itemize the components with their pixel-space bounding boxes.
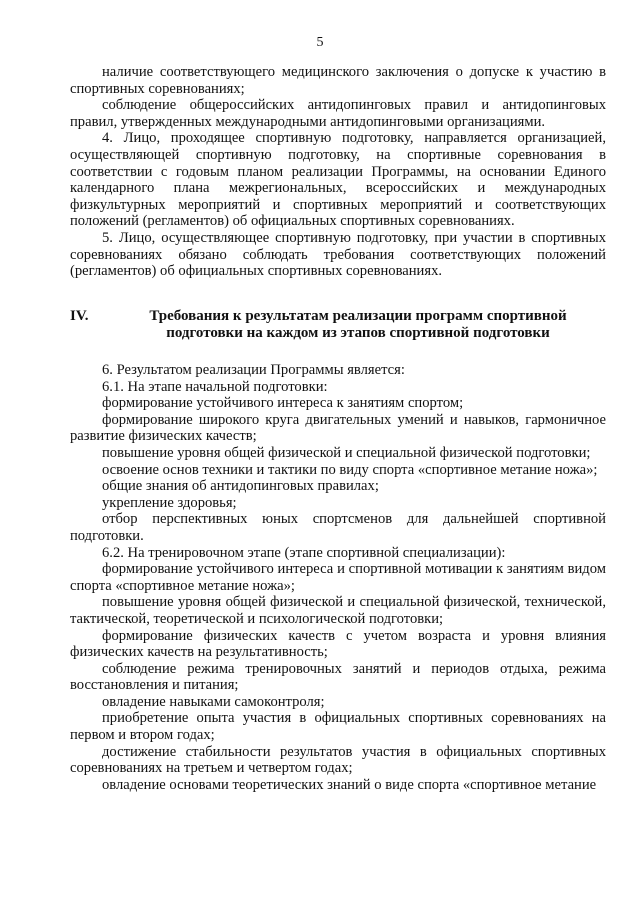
- body-block-2: [70, 362, 606, 793]
- paragraph: общие знания об антидопинговых правилах;: [102, 478, 379, 495]
- paragraph: 6. Результатом реализации Программы является:: [102, 362, 405, 378]
- paragraph: 4. Лицо, проходящее спортивную подготовку, направляется организацией, осуществляющей спортивную подготовку, на спортивные соревнования в соответствии с годовым планом реализации Программы, на основании Единого календарного плана межрегиональных, всероссийских и международных физкультурных мероприятий и спортивных мероприятий и соответствующих положений (регламентов) об официальных спортивных соревнованиях.: [70, 130, 606, 230]
- paragraph: 6.2. На тренировочном этапе (этапе спортивной специализации):: [102, 544, 506, 561]
- section-heading: [70, 308, 606, 342]
- paragraph: достижение стабильности результатов участия в официальных спортивных соревнованиях на третьем и четвертом годах;: [70, 743, 606, 777]
- paragraph: формирование физических качеств с учетом возраста и уровня влияния физических качеств на результативность;: [70, 627, 606, 661]
- paragraph: 6.1. На этапе начальной подготовки:: [102, 378, 328, 395]
- paragraph: формирование устойчивого интереса к занятиям спортом;: [102, 395, 464, 412]
- page-number: 5: [316, 35, 324, 50]
- section-number: IV.: [70, 308, 89, 324]
- paragraph: формирование устойчивого интереса и спортивной мотивации к занятиям видом спорта «спортивное метание ножа»;: [70, 561, 606, 594]
- paragraph: овладение основами теоретических знаний о виде спорта «спортивное метание: [102, 776, 597, 793]
- paragraph: 5. Лицо, осуществляющее спортивную подготовку, при участии в спортивных соревнованиях обязано соблюдать требования соответствующих положений (регламентов) об официальных спортивных соревнованиях.: [70, 229, 606, 280]
- body-block-1: [70, 64, 606, 280]
- paragraph: освоение основ техники и тактики по виду спорта «спортивное метание ножа»;: [102, 461, 598, 478]
- paragraph: повышение уровня общей физической и специальной физической, технической, тактической, теоретической и психологической подготовки;: [70, 594, 606, 627]
- paragraph: отбор перспективных юных спортсменов для дальнейшей спортивной подготовки.: [70, 511, 606, 544]
- section-title: Требования к результатам реализации программ спортивной подготовки на каждом из этапов спортивной подготовки: [149, 308, 567, 341]
- paragraph: приобретение опыта участия в официальных спортивных соревнованиях на первом и втором годах;: [70, 710, 606, 744]
- paragraph: укрепление здоровья;: [102, 494, 237, 511]
- paragraph: овладение навыками самоконтроля;: [102, 693, 325, 710]
- paragraph: соблюдение режима тренировочных занятий и периодов отдыха, режима восстановления и питания;: [70, 660, 606, 694]
- paragraph: повышение уровня общей физической и специальной физической подготовки;: [102, 444, 591, 461]
- paragraph: соблюдение общероссийских антидопинговых правил и антидопинговых правил, утвержденных международными антидопинговыми организациями.: [70, 97, 606, 130]
- paragraph: наличие соответствующего медицинского заключения о допуске к участию в спортивных соревнованиях;: [70, 64, 606, 97]
- paragraph: формирование широкого круга двигательных умений и навыков, гармоничное развитие физических качеств;: [70, 411, 606, 445]
